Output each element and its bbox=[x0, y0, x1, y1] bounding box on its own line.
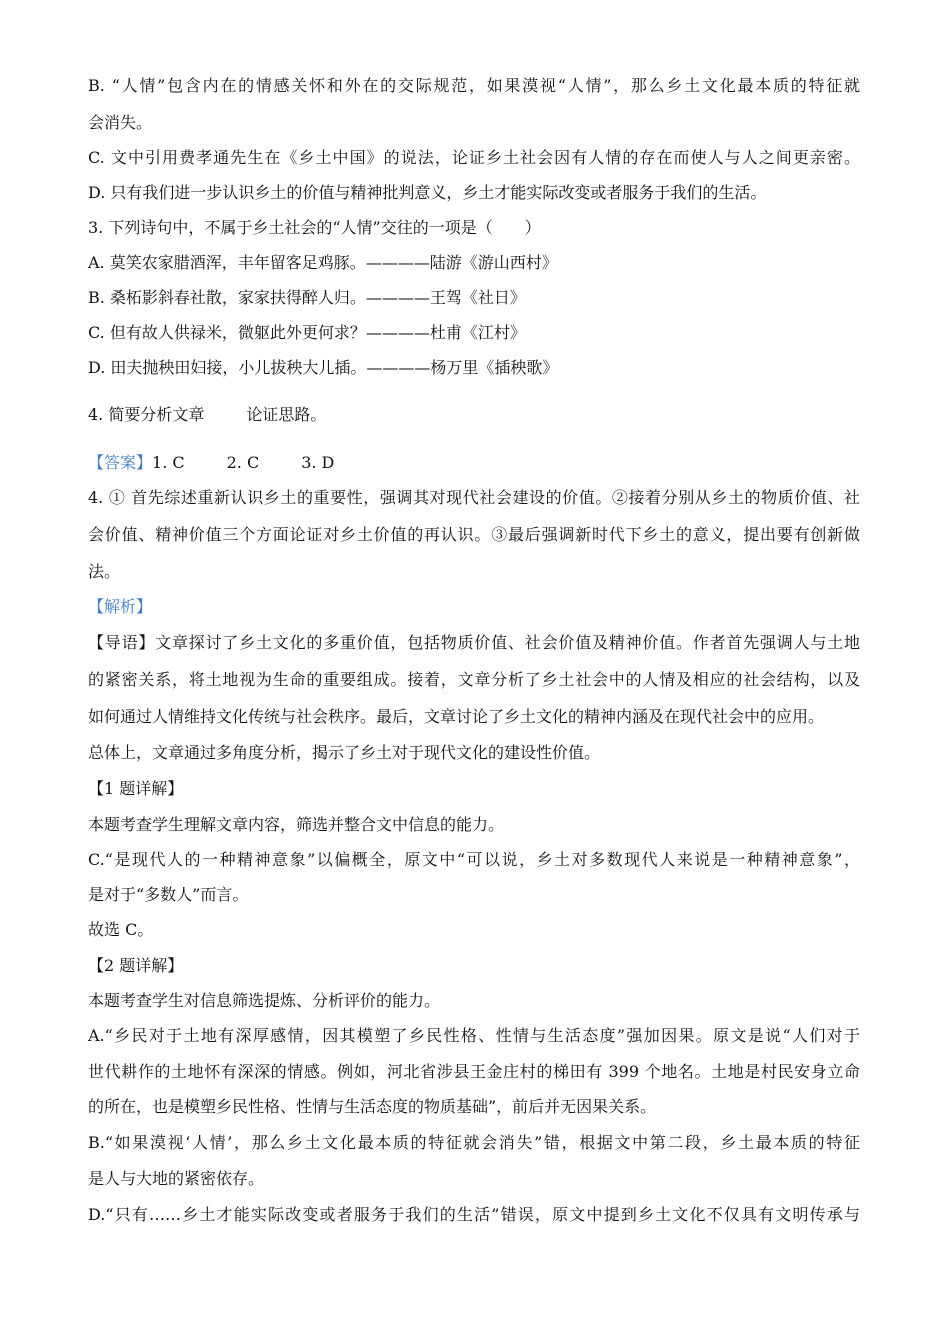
detail-1-line2: C.“是现代人的一种精神意象”以偏概全，原文中“可以说，乡土对多数现代人来说是一种精神意象”， bbox=[88, 850, 860, 869]
intro-line2: 的紧密关系，将土地视为生命的重要组成。接着，文章分析了乡土社会中的人情及相应的社会结构，以及 bbox=[88, 670, 860, 689]
question-4-part1: 4. 简要分析文章 bbox=[88, 405, 205, 424]
question-3-option-c: C. 但有故人供禄米，微躯此外更何求？————杜甫《江村》 bbox=[88, 323, 526, 342]
detail-2-line4: 的所在，也是模塑乡民性格、性情与生活态度的物质基础”，前后并无因果关系。 bbox=[88, 1097, 657, 1116]
detail-1-line4: 故选 C。 bbox=[88, 920, 154, 939]
option-b-line2: 会消失。 bbox=[88, 113, 153, 132]
intro-line4: 总体上，文章通过多角度分析，揭示了乡土对于现代文化的建设性价值。 bbox=[88, 743, 601, 762]
answer-4-line3: 法。 bbox=[88, 562, 121, 581]
detail-2-heading: 【2 题详解】 bbox=[88, 956, 184, 975]
answer-4-line2: 会价值、精神价值三个方面论证对乡土价值的再认识。③最后强调新时代下乡土的意义，提出要有创新做 bbox=[88, 525, 860, 544]
answer-1: 1. C bbox=[152, 453, 185, 472]
question-3-option-d: D. 田夫抛秧田妇接，小儿拔秧大儿插。————杨万里《插秧歌》 bbox=[88, 358, 559, 377]
option-d: D. 只有我们进一步认识乡土的价值与精神批判意义，乡土才能实际改变或者服务于我们的生活。 bbox=[88, 183, 767, 202]
detail-1-line1: 本题考查学生理解文章内容，筛选并整合文中信息的能力。 bbox=[88, 815, 505, 834]
detail-1-heading: 【1 题详解】 bbox=[88, 779, 184, 798]
option-c: C. 文中引用费孝通先生在《乡土中国》的说法，论证乡土社会因有人情的存在而使人与人之间更亲密。 bbox=[88, 148, 860, 167]
answer-line bbox=[88, 452, 334, 474]
detail-2-line5: B.“如果漠视‘人情’，那么乡土文化最本质的特征就会消失”错，根据文中第二段，乡土最本质的特征 bbox=[88, 1133, 860, 1152]
question-3-option-b: B. 桑柘影斜春社散，家家扶得醉人归。————王驾《社日》 bbox=[88, 288, 526, 307]
intro-line3: 如何通过人情维持文化传统与社会秩序。最后，文章讨论了乡土文化的精神内涵及在现代社会中的应用。 bbox=[88, 707, 825, 726]
answer-label: 【答案】 bbox=[88, 453, 153, 472]
answer-4-line1: 4. ① 首先综述重新认识乡土的重要性，强调其对现代社会建设的价值。②接着分别从乡土的物质价值、社 bbox=[88, 488, 860, 507]
detail-2-line2: A.“乡民对于土地有深厚感情，因其模塑了乡民性格、性情与生活态度”强加因果。原文是说“人们对于 bbox=[88, 1026, 860, 1045]
answer-3: 3. D bbox=[301, 453, 335, 472]
detail-1-line3: 是对于“多数人”而言。 bbox=[88, 885, 249, 904]
question-4-part2: 论证思路。 bbox=[246, 405, 327, 424]
detail-2-line6: 是人与大地的紧密依存。 bbox=[88, 1169, 265, 1188]
option-b-line1: B. “人情”包含内在的情感关怀和外在的交际规范，如果漠视“人情”，那么乡土文化最本质的特征就 bbox=[88, 76, 860, 95]
detail-2-line1: 本题考查学生对信息筛选提炼、分析评价的能力。 bbox=[88, 991, 441, 1010]
answer-2: 2. C bbox=[226, 453, 260, 472]
detail-2-line3: 世代耕作的土地怀有深深的情感。例如，河北省涉县王金庄村的梯田有 399 个地名。土地是村民安身立命 bbox=[88, 1062, 860, 1081]
question-3-option-a: A. 莫笑农家腊酒浑，丰年留客足鸡豚。————陆游《游山西村》 bbox=[88, 253, 558, 272]
question-3: 3. 下列诗句中，不属于乡土社会的“人情”交往的一项是（ ） bbox=[88, 218, 541, 237]
question-4 bbox=[88, 404, 326, 426]
analysis-label: 【解析】 bbox=[88, 597, 153, 616]
detail-2-line7: D.“只有……乡土才能实际改变或者服务于我们的生活”错误，原文中提到乡土文化不仅具有文明传承与 bbox=[88, 1205, 860, 1224]
intro-line1: 【导语】文章探讨了乡土文化的多重价值，包括物质价值、社会价值及精神价值。作者首先强调人与土地 bbox=[88, 633, 860, 652]
